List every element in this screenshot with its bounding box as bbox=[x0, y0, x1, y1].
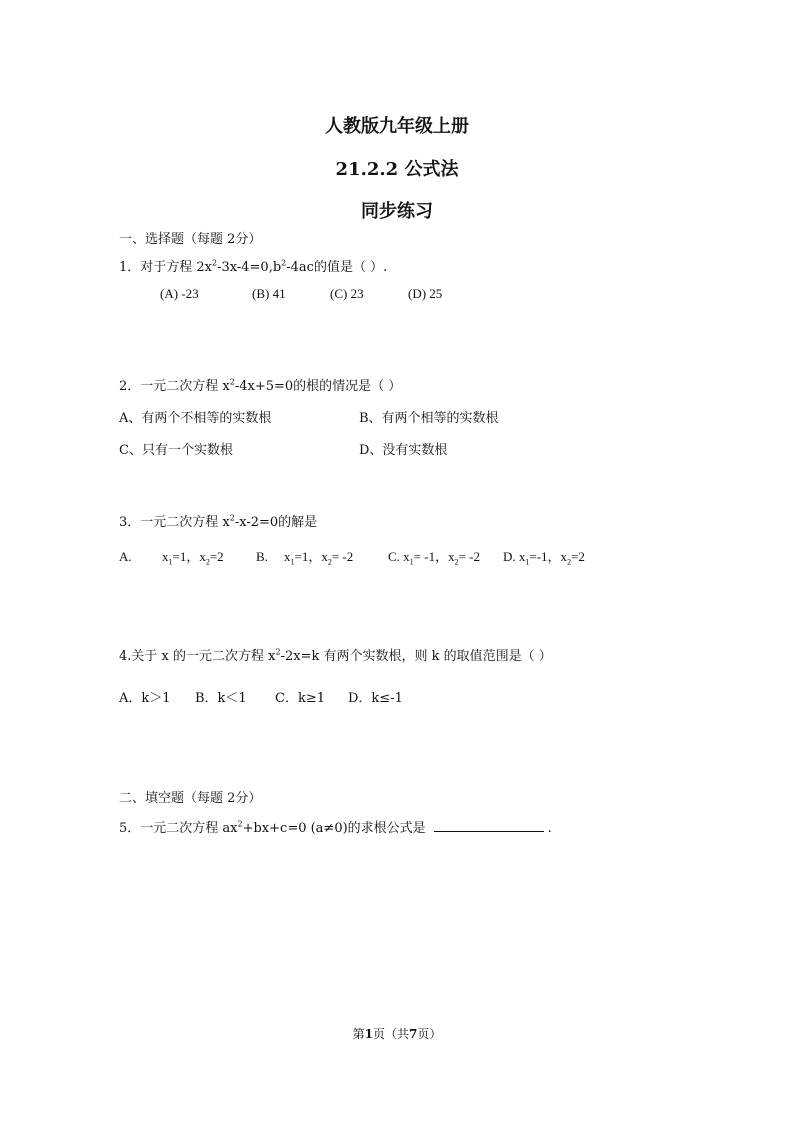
option-c: (C) 23 bbox=[330, 286, 364, 301]
question-2-text: 2．一元二次方程 x bbox=[119, 379, 230, 394]
footer-text: 页） bbox=[417, 1027, 442, 1041]
option-a: A．k＞1 bbox=[119, 691, 171, 706]
question-2 bbox=[119, 379, 401, 395]
question-4-text: 4.关于 x 的一元二次方程 x bbox=[119, 649, 276, 664]
question-5-text: 5．一元二次方程 ax bbox=[119, 821, 238, 836]
question-5-text: +bx+c=0 (a≠0)的求根公式是 bbox=[242, 821, 426, 836]
question-3-text: 3．一元二次方程 x bbox=[119, 515, 230, 530]
option-a-text: =1，x bbox=[172, 549, 206, 564]
question-2-text: -4x+5=0的根的情况是（ ） bbox=[234, 379, 402, 394]
page-number: 1 bbox=[364, 1027, 373, 1041]
option-a: $x_1=1$，$x_2=2$ bbox=[162, 549, 224, 567]
section-heading-multiple-choice: 一、选择题（每题 2分） bbox=[119, 232, 262, 247]
question-5-text: . bbox=[547, 821, 552, 836]
exponent: 2 bbox=[275, 647, 281, 657]
exponent: 2 bbox=[212, 258, 218, 268]
option-d-text: =-1，x bbox=[529, 549, 568, 564]
option-d: D．k≤-1 bbox=[348, 691, 403, 706]
exponent: 2 bbox=[281, 258, 287, 268]
footer-text: 第 bbox=[352, 1027, 365, 1041]
question-1-text: 1．对于方程 2x bbox=[119, 260, 213, 275]
exponent: 2 bbox=[229, 513, 235, 523]
question-3 bbox=[119, 515, 317, 531]
option-b: B、有两个相等的实数根 bbox=[359, 411, 499, 426]
option-a-text: =2 bbox=[209, 549, 224, 564]
option-a-label: A. bbox=[119, 549, 132, 564]
option-b: (B) 41 bbox=[252, 286, 286, 301]
answer-blank[interactable] bbox=[434, 819, 544, 832]
option-b: B．k＜1 bbox=[195, 691, 247, 706]
option-c-text: = -1，x bbox=[413, 549, 455, 564]
question-1-text: -4ac的值是（ ）. bbox=[286, 260, 388, 275]
option-a: A、有两个不相等的实数根 bbox=[119, 411, 272, 426]
document-section-title: 同步练习 bbox=[361, 201, 433, 222]
option-c-text: = -2 bbox=[458, 549, 481, 564]
option-d-label: D. bbox=[503, 549, 519, 564]
option-c: C、只有一个实数根 bbox=[119, 443, 233, 458]
footer-text: 页（共 bbox=[372, 1027, 409, 1041]
option-d: D、没有实数根 bbox=[359, 443, 448, 458]
section-heading-fill-in: 二、填空题（每题 2分） bbox=[119, 791, 262, 806]
option-b-text: = -2 bbox=[331, 549, 354, 564]
exponent: 2 bbox=[229, 377, 235, 387]
option-b: $x_1=1$，$x_2= -2$ bbox=[284, 549, 354, 567]
document-subtitle: 21.2.2 公式法 bbox=[335, 159, 459, 180]
option-d: D. $x_1=-1$，$x_2=2$ bbox=[503, 549, 585, 567]
question-4 bbox=[119, 649, 552, 665]
question-1 bbox=[119, 260, 387, 276]
page-total: 7 bbox=[409, 1027, 418, 1041]
option-c: C. $x_1= -1$，$x_2= -2$ bbox=[388, 549, 481, 567]
question-1-text: -3x-4=0,b bbox=[217, 260, 282, 275]
option-d-text: =2 bbox=[571, 549, 585, 564]
option-a: (A) -23 bbox=[160, 286, 199, 301]
option-d: (D) 25 bbox=[408, 286, 443, 301]
option-c-label: C. bbox=[388, 549, 404, 564]
exponent: 2 bbox=[237, 819, 243, 829]
question-4-text: -2x=k 有两个实数根，则 k 的取值范围是（ ） bbox=[280, 649, 552, 664]
question-5 bbox=[119, 819, 552, 837]
option-b-text: =1，x bbox=[294, 549, 328, 564]
question-3-text: -x-2=0的解是 bbox=[234, 515, 318, 530]
option-c: C．k≥1 bbox=[275, 691, 325, 706]
document-title: 人教版九年级上册 bbox=[325, 116, 469, 137]
page-footer bbox=[0, 1027, 794, 1041]
option-b-label: B. bbox=[256, 549, 268, 564]
